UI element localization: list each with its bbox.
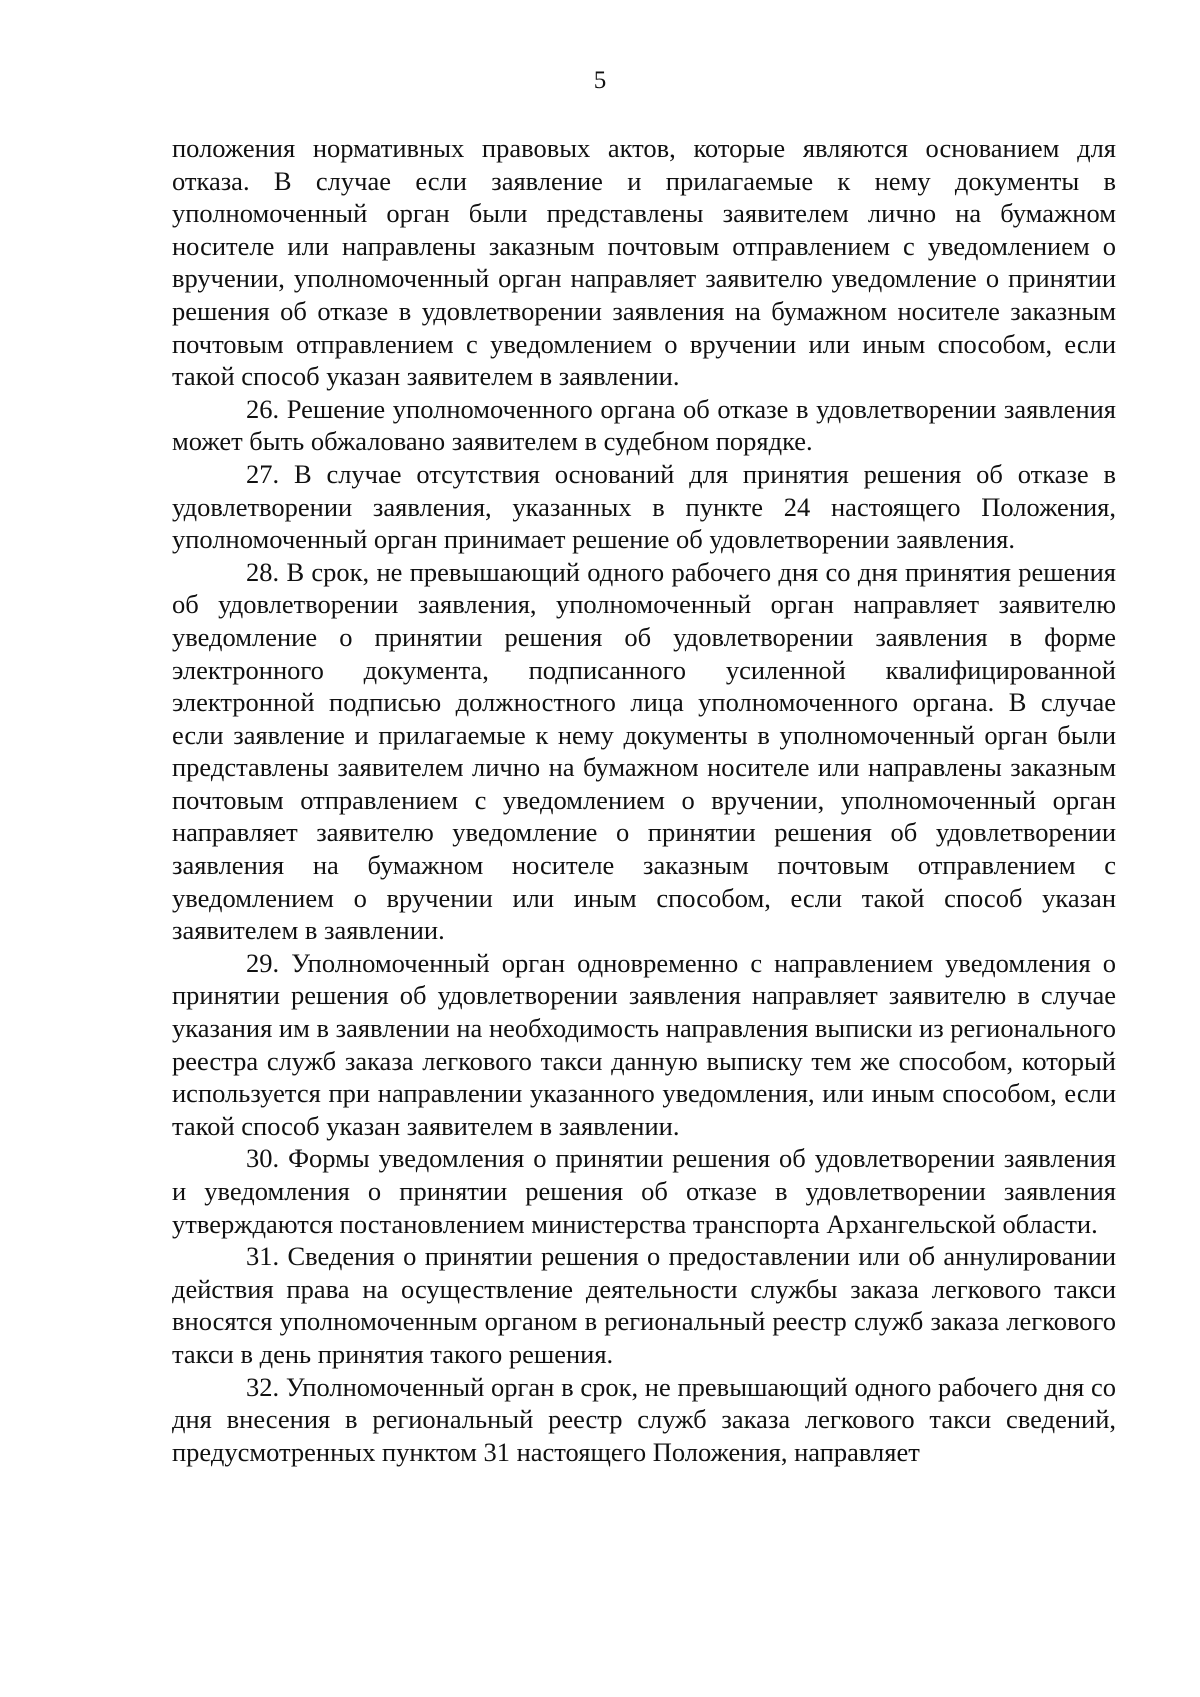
document-body: [172, 132, 1116, 1468]
paragraph-30: [172, 1142, 1116, 1240]
paragraph-number: 29.: [246, 947, 280, 978]
paragraph-text: Сведения о принятии решения о предоставлении или об аннулировании действия права на осуществление деятельности службы заказа легкового такси вносятся уполномоченным органом в региональный реестр служб заказа легкового такси в день принятия такого решения.: [172, 1241, 1116, 1369]
paragraph-32: [172, 1371, 1116, 1469]
page-number: 5: [593, 67, 607, 94]
paragraph-29: [172, 947, 1116, 1143]
paragraph-text: Формы уведомления о принятии решения об удовлетворении заявления и уведомления о принятии решения об отказе в удовлетворении заявления утверждаются постановлением министерства транспорта Архангельской области.: [172, 1143, 1116, 1239]
paragraph-text: Уполномоченный орган одновременно с направлением уведомления о принятии решения об удовлетворении заявления направляет заявителю в случае указания им в заявлении на необходимость направления выписки из регионального реестра служб заказа легкового такси данную выписку тем же способом, который используется при направлении указанного уведомления, или иным способом, если такой способ указан заявителем в заявлении.: [172, 947, 1116, 1141]
paragraph-number: 30.: [246, 1143, 280, 1174]
paragraph-number: 31.: [246, 1241, 280, 1272]
paragraph-31: [172, 1240, 1116, 1370]
paragraph-number: 27.: [246, 458, 280, 489]
paragraph-number: 32.: [246, 1371, 280, 1402]
paragraph-text: В случае отсутствия оснований для принятия решения об отказе в удовлетворении заявления, указанных в пункте 24 настоящего Положения, уполномоченный орган принимает решение об удовлетворении заявления.: [172, 458, 1116, 555]
paragraph-text: положения нормативных правовых актов, которые являются основанием для отказа. В случае если заявление и прилагаемые к нему документы в уполномоченный орган были представлены заявителем лично на бумажном носителе или направлены заказным почтовым отправлением с уведомлением о вручении, уполномоченный орган направляет заявителю уведомление о принятии решения об отказе в удовлетворении заявления на бумажном носителе заказным почтовым отправлением с уведомлением о вручении или иным способом, если такой способ указан заявителем в заявлении.: [172, 133, 1116, 392]
paragraph-continuation: [172, 132, 1116, 393]
paragraph-27: [172, 458, 1116, 556]
paragraph-26: [172, 393, 1116, 458]
paragraph-text: В срок, не превышающий одного рабочего дня со дня принятия решения об удовлетворении заявления, уполномоченный орган направляет заявителю уведомление о принятии решения об удовлетворении заявления в форме электронного документа, подписанного усиленной квалифицированной электронной подписью должностного лица уполномоченного органа. В случае если заявление и прилагаемые к нему документы в уполномоченный орган были представлены заявителем лично на бумажном носителе или направлены заказным почтовым отправлением с уведомлением о вручении, уполномоченный орган направляет заявителю уведомление о принятии решения об удовлетворении заявления на бумажном носителе заказным почтовым отправлением с уведомлением о вручении или иным способом, если такой способ указан заявителем в заявлении.: [172, 556, 1116, 946]
paragraph-number: 26.: [246, 393, 280, 424]
paragraph-28: [172, 556, 1116, 947]
paragraph-number: 28.: [246, 556, 280, 587]
paragraph-text: Уполномоченный орган в срок, не превышающий одного рабочего дня со дня внесения в региональный реестр служб заказа легкового такси сведений, предусмотренных пунктом 31 настоящего Положения, направляет: [172, 1371, 1116, 1467]
paragraph-text: Решение уполномоченного органа об отказе в удовлетворении заявления может быть обжаловано заявителем в судебном порядке.: [172, 393, 1116, 457]
